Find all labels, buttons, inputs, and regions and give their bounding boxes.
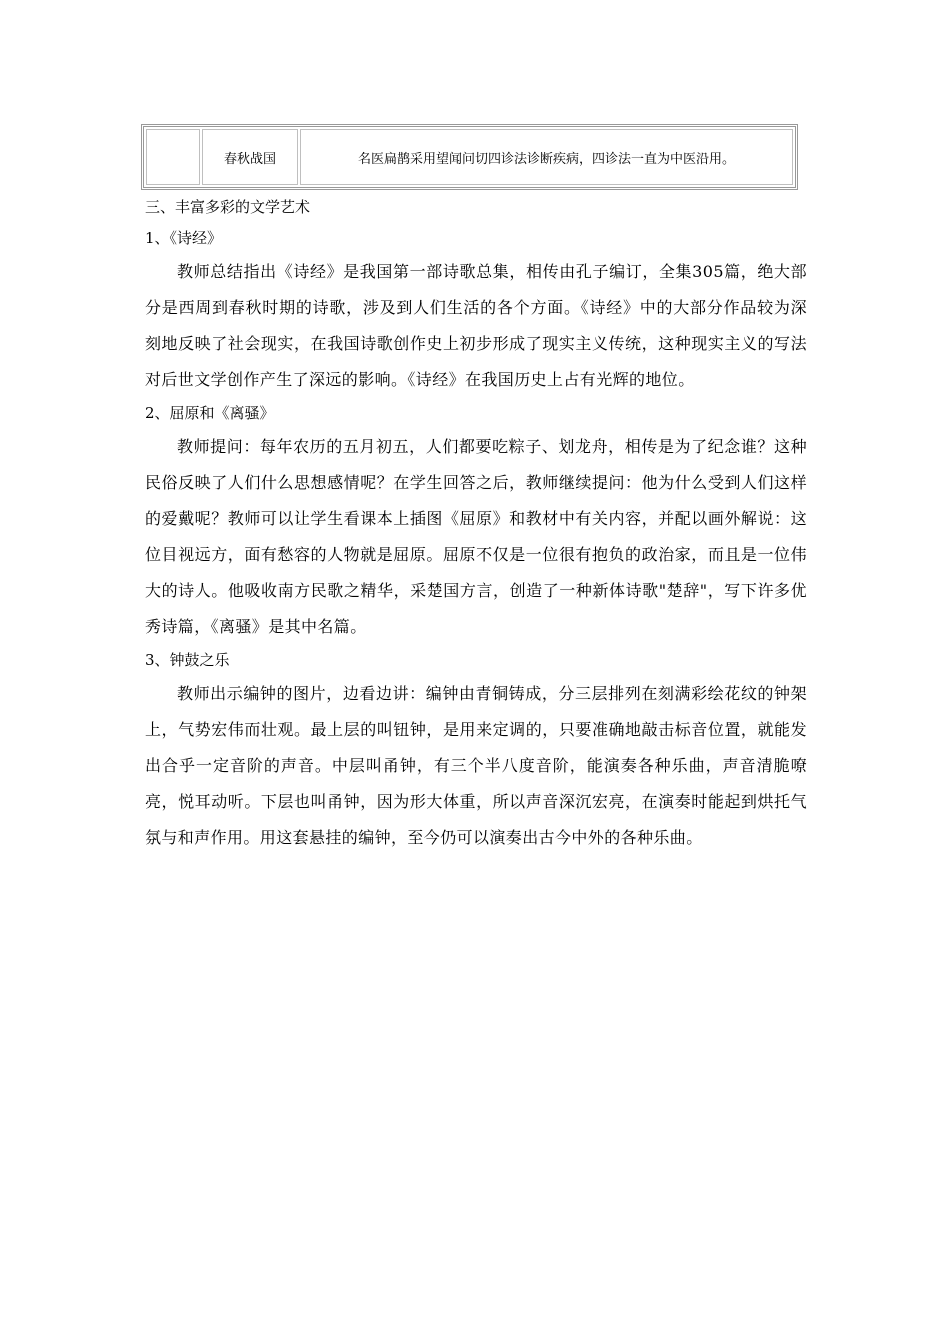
table-cell-empty (146, 129, 200, 185)
section-title: 三、丰富多彩的文学艺术 (145, 198, 311, 216)
table-cell-description (300, 129, 793, 185)
paragraph: 教师提问：每年农历的五月初五，人们都要吃粽子、划龙舟，相传是为了纪念谁？这种民俗反映了人们什么思想感情呢？在学生回答之后，教师继续提问：他为什么受到人们这样的爱戴呢？教师可以让学生看课本上插图《屈原》和教材中有关内容，并配以画外解说：这位目视远方，面有愁容的人物就是屈原。屈原不仅是一位很有抱负的政治家，而且是一位伟大的诗人。他吸收南方民歌之精华，采楚国方言，创造了一种新体诗歌"楚辞"，写下许多优秀诗篇，《离骚》是其中名篇。 (145, 437, 807, 636)
table-cell-text: 春秋战国 (223, 151, 276, 167)
table-cell-text: 名医扁鹊采用望闻问切四诊法诊断疾病，四诊法一直为中医沿用。 (357, 151, 735, 167)
table-cell-period (202, 129, 298, 185)
history-table (141, 124, 798, 190)
subsection-heading: 2、屈原和《离骚》 (145, 404, 275, 422)
subsection-heading: 1、《诗经》 (145, 229, 223, 247)
paragraph: 教师总结指出《诗经》是我国第一部诗歌总集，相传由孔子编订，全集305篇，绝大部分是西周到春秋时期的诗歌，涉及到人们生活的各个方面。《诗经》中的大部分作品较为深刻地反映了社会现实，在我国诗歌创作史上初步形成了现实主义传统，这种现实主义的写法对后世文学创作产生了深远的影响。《诗经》在我国历史上占有光辉的地位。 (145, 262, 807, 389)
document-body (145, 192, 807, 856)
paragraph: 教师出示编钟的图片，边看边讲：编钟由青铜铸成，分三层排列在刻满彩绘花纹的钟架上，气势宏伟而壮观。最上层的叫钮钟，是用来定调的，只要准确地敲击标音位置，就能发出合乎一定音阶的声音。中层叫甬钟，有三个半八度音阶，能演奏各种乐曲，声音清脆嘹亮，悦耳动听。下层也叫甬钟，因为形大体重，所以声音深沉宏亮，在演奏时能起到烘托气氛与和声作用。用这套悬挂的编钟，至今仍可以演奏出古今中外的各种乐曲。 (145, 684, 807, 847)
subsection-heading: 3、钟鼓之乐 (145, 651, 230, 669)
